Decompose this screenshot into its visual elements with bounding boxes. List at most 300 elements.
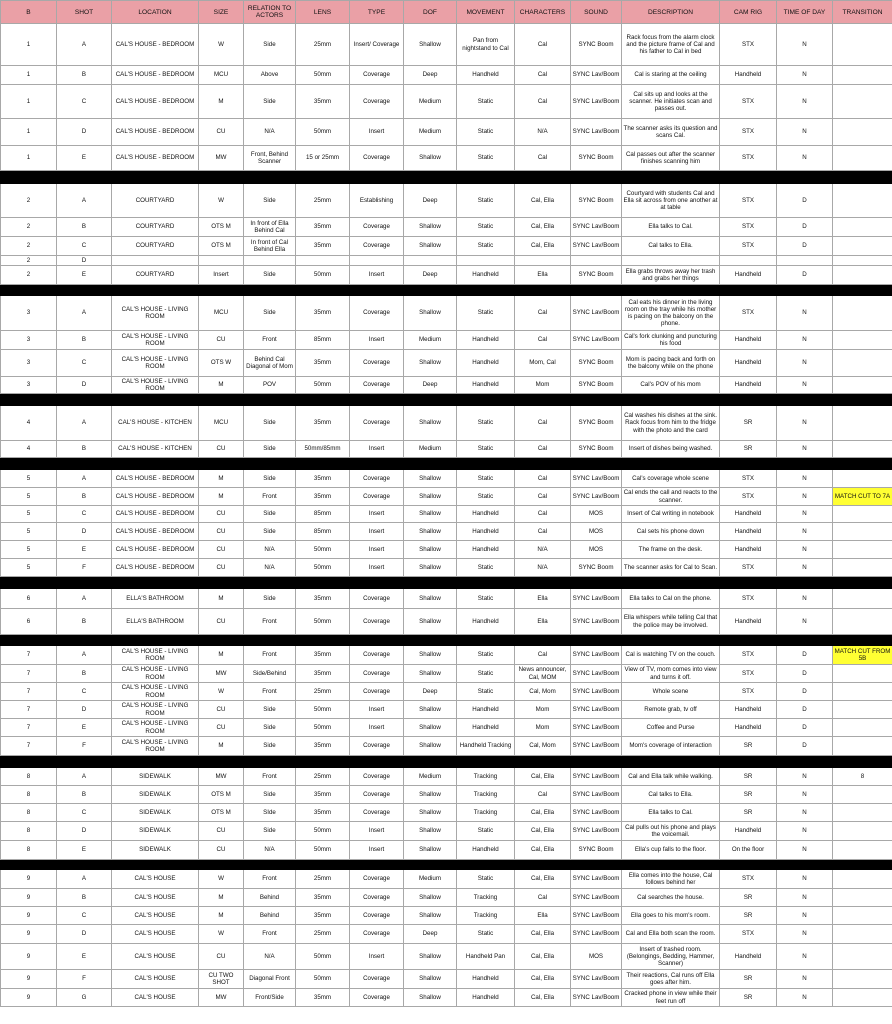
scene-cell[interactable]: 7 — [1, 719, 57, 737]
cam-rig-cell[interactable]: Handheld — [720, 266, 777, 285]
dof-cell[interactable]: Shallow — [404, 589, 457, 609]
transition-cell[interactable] — [833, 589, 892, 609]
type-cell[interactable]: Establishing — [350, 184, 404, 218]
description-cell[interactable]: Mom's coverage of interaction — [622, 737, 720, 756]
type-cell[interactable]: Insert — [350, 523, 404, 541]
scene-cell[interactable]: 5 — [1, 488, 57, 506]
sound-cell[interactable]: SYNC Boom — [571, 266, 622, 285]
location-cell[interactable]: CAL'S HOUSE — [112, 870, 199, 889]
lens-cell[interactable]: 25mm — [296, 768, 350, 786]
type-cell[interactable]: Coverage — [350, 85, 404, 119]
scene-cell[interactable]: 5 — [1, 559, 57, 577]
scene-cell[interactable]: 2 — [1, 266, 57, 285]
scene-cell[interactable]: 3 — [1, 331, 57, 350]
scene-cell[interactable]: 6 — [1, 609, 57, 635]
transition-cell[interactable] — [833, 822, 892, 841]
scene-cell[interactable]: 1 — [1, 85, 57, 119]
description-cell[interactable]: Insert of trashed room. (Belongings, Bedding, Hammer, Scanner) — [622, 944, 720, 970]
description-cell[interactable]: Rack focus from the alarm clock and the picture frame of Cal and his father to Cal in bed — [622, 24, 720, 66]
location-cell[interactable]: CAL'S HOUSE - LIVING ROOM — [112, 737, 199, 756]
cam-rig-cell[interactable]: SR — [720, 889, 777, 907]
dof-cell[interactable]: Shallow — [404, 506, 457, 523]
dof-cell[interactable]: Medium — [404, 870, 457, 889]
size-cell[interactable]: W — [199, 24, 244, 66]
shot-cell[interactable]: D — [57, 256, 112, 266]
characters-cell[interactable]: Cal, Ella — [515, 944, 571, 970]
type-cell[interactable]: Coverage — [350, 665, 404, 683]
lens-cell[interactable]: 35mm — [296, 218, 350, 237]
sound-cell[interactable]: SYNC Lav/Boom — [571, 925, 622, 944]
characters-cell[interactable]: Cal — [515, 470, 571, 488]
movement-cell[interactable]: Static — [457, 184, 515, 218]
lens-cell[interactable]: 50mm — [296, 841, 350, 860]
time-of-day-cell[interactable]: N — [777, 331, 833, 350]
scene-cell[interactable]: 4 — [1, 406, 57, 441]
size-cell[interactable]: M — [199, 737, 244, 756]
dof-cell[interactable]: Shallow — [404, 350, 457, 377]
characters-cell[interactable]: Ella — [515, 589, 571, 609]
location-cell[interactable]: SIDEWALK — [112, 822, 199, 841]
location-cell[interactable]: ELLA'S BATHROOM — [112, 609, 199, 635]
characters-cell[interactable]: Cal, Ella — [515, 925, 571, 944]
dof-cell[interactable]: Shallow — [404, 523, 457, 541]
movement-cell[interactable]: Handheld — [457, 523, 515, 541]
scene-cell[interactable]: 7 — [1, 683, 57, 701]
type-cell[interactable]: Coverage — [350, 488, 404, 506]
time-of-day-cell[interactable]: N — [777, 786, 833, 804]
movement-cell[interactable]: Static — [457, 441, 515, 458]
time-of-day-cell[interactable]: N — [777, 541, 833, 559]
transition-cell[interactable] — [833, 266, 892, 285]
time-of-day-cell[interactable]: N — [777, 523, 833, 541]
sound-cell[interactable]: SYNC Lav/Boom — [571, 218, 622, 237]
relation-cell[interactable]: Behind — [244, 889, 296, 907]
relation-cell[interactable]: In front of Ella Behind Cal — [244, 218, 296, 237]
transition-cell[interactable] — [833, 24, 892, 66]
transition-cell[interactable] — [833, 256, 892, 266]
movement-cell[interactable]: Pan from nightstand to Cal — [457, 24, 515, 66]
relation-cell[interactable]: Side — [244, 822, 296, 841]
time-of-day-cell[interactable]: N — [777, 768, 833, 786]
lens-cell[interactable]: 50mm — [296, 559, 350, 577]
sound-cell[interactable]: SYNC Lav/Boom — [571, 907, 622, 925]
sound-cell[interactable]: SYNC Lav/Boom — [571, 889, 622, 907]
transition-cell[interactable] — [833, 841, 892, 860]
dof-cell[interactable]: Shallow — [404, 146, 457, 171]
movement-cell[interactable]: Handheld — [457, 350, 515, 377]
relation-cell[interactable]: Side — [244, 470, 296, 488]
characters-cell[interactable]: Cal — [515, 646, 571, 665]
sound-cell[interactable]: SYNC Boom — [571, 841, 622, 860]
dof-cell[interactable]: Medium — [404, 331, 457, 350]
dof-cell[interactable]: Deep — [404, 925, 457, 944]
type-cell[interactable]: Insert — [350, 944, 404, 970]
relation-cell[interactable]: Side — [244, 184, 296, 218]
shot-cell[interactable]: B — [57, 786, 112, 804]
size-cell[interactable]: W — [199, 870, 244, 889]
time-of-day-cell[interactable]: N — [777, 66, 833, 85]
relation-cell[interactable]: N/A — [244, 119, 296, 146]
time-of-day-cell[interactable]: N — [777, 85, 833, 119]
description-cell[interactable]: Insert of Cal writing in notebook — [622, 506, 720, 523]
movement-cell[interactable]: Static — [457, 296, 515, 331]
time-of-day-cell[interactable]: N — [777, 970, 833, 989]
description-cell[interactable]: Cal searches the house. — [622, 889, 720, 907]
location-cell[interactable]: CAL'S HOUSE - BEDROOM — [112, 541, 199, 559]
characters-cell[interactable]: Cal, Ella — [515, 989, 571, 1007]
time-of-day-cell[interactable]: N — [777, 841, 833, 860]
sound-cell[interactable]: SYNC Lav/Boom — [571, 665, 622, 683]
transition-cell[interactable] — [833, 804, 892, 822]
transition-cell[interactable] — [833, 559, 892, 577]
shot-cell[interactable]: D — [57, 925, 112, 944]
description-cell[interactable]: The scanner asks its question and scans Cal. — [622, 119, 720, 146]
location-cell[interactable]: CAL'S HOUSE - LIVING ROOM — [112, 719, 199, 737]
cam-rig-cell[interactable]: Handheld — [720, 609, 777, 635]
dof-cell[interactable]: Deep — [404, 377, 457, 394]
shot-cell[interactable]: A — [57, 406, 112, 441]
lens-cell[interactable]: 50mm — [296, 66, 350, 85]
sound-cell[interactable] — [571, 256, 622, 266]
description-cell[interactable]: Cal is watching TV on the couch. — [622, 646, 720, 665]
shot-cell[interactable]: C — [57, 506, 112, 523]
shot-cell[interactable]: C — [57, 804, 112, 822]
transition-cell[interactable] — [833, 377, 892, 394]
cam-rig-cell[interactable]: SR — [720, 989, 777, 1007]
cam-rig-cell[interactable]: SR — [720, 768, 777, 786]
movement-cell[interactable]: Tracking — [457, 889, 515, 907]
relation-cell[interactable]: Side — [244, 589, 296, 609]
relation-cell[interactable]: Behind Cal Diagonal of Mom — [244, 350, 296, 377]
sound-cell[interactable]: SYNC Lav/Boom — [571, 719, 622, 737]
type-cell[interactable]: Insert — [350, 119, 404, 146]
column-header[interactable]: MOVEMENT — [457, 1, 515, 24]
lens-cell[interactable]: 35mm — [296, 296, 350, 331]
cam-rig-cell[interactable]: STX — [720, 665, 777, 683]
location-cell[interactable]: CAL'S HOUSE - BEDROOM — [112, 523, 199, 541]
scene-cell[interactable]: 5 — [1, 506, 57, 523]
type-cell[interactable]: Coverage — [350, 646, 404, 665]
time-of-day-cell[interactable]: N — [777, 609, 833, 635]
sound-cell[interactable]: SYNC Lav/Boom — [571, 786, 622, 804]
size-cell[interactable]: CU TWO SHOT — [199, 970, 244, 989]
shot-cell[interactable]: B — [57, 218, 112, 237]
time-of-day-cell[interactable]: N — [777, 488, 833, 506]
time-of-day-cell[interactable] — [777, 256, 833, 266]
location-cell[interactable] — [112, 256, 199, 266]
shot-cell[interactable]: C — [57, 907, 112, 925]
shot-cell[interactable]: B — [57, 331, 112, 350]
lens-cell[interactable]: 25mm — [296, 870, 350, 889]
column-header[interactable]: TIME OF DAY — [777, 1, 833, 24]
sound-cell[interactable]: MOS — [571, 944, 622, 970]
lens-cell[interactable]: 50mm/85mm — [296, 441, 350, 458]
scene-cell[interactable]: 2 — [1, 184, 57, 218]
lens-cell[interactable]: 35mm — [296, 350, 350, 377]
type-cell[interactable]: Insert — [350, 541, 404, 559]
cam-rig-cell[interactable]: Handheld — [720, 822, 777, 841]
movement-cell[interactable]: Handheld — [457, 506, 515, 523]
relation-cell[interactable]: Front — [244, 609, 296, 635]
movement-cell[interactable]: Handheld Tracking — [457, 737, 515, 756]
dof-cell[interactable]: Shallow — [404, 470, 457, 488]
type-cell[interactable]: Coverage — [350, 970, 404, 989]
size-cell[interactable]: M — [199, 646, 244, 665]
type-cell[interactable]: Coverage — [350, 470, 404, 488]
characters-cell[interactable]: Cal, Ella — [515, 841, 571, 860]
type-cell[interactable]: Coverage — [350, 218, 404, 237]
characters-cell[interactable]: Cal, Ella — [515, 184, 571, 218]
size-cell[interactable]: CU — [199, 506, 244, 523]
dof-cell[interactable]: Medium — [404, 441, 457, 458]
scene-cell[interactable]: 9 — [1, 870, 57, 889]
shot-cell[interactable]: F — [57, 970, 112, 989]
dof-cell[interactable]: Shallow — [404, 559, 457, 577]
shot-cell[interactable]: B — [57, 665, 112, 683]
characters-cell[interactable]: Cal, Ella — [515, 870, 571, 889]
scene-cell[interactable]: 8 — [1, 841, 57, 860]
transition-cell[interactable] — [833, 609, 892, 635]
characters-cell[interactable]: Cal, Ella — [515, 237, 571, 256]
dof-cell[interactable]: Shallow — [404, 406, 457, 441]
cam-rig-cell[interactable]: STX — [720, 646, 777, 665]
characters-cell[interactable]: N/A — [515, 119, 571, 146]
type-cell[interactable]: Insert — [350, 822, 404, 841]
movement-cell[interactable]: Handheld — [457, 266, 515, 285]
size-cell[interactable]: Insert — [199, 266, 244, 285]
lens-cell[interactable]: 50mm — [296, 701, 350, 719]
scene-cell[interactable]: 1 — [1, 66, 57, 85]
sound-cell[interactable]: SYNC Boom — [571, 146, 622, 171]
dof-cell[interactable]: Shallow — [404, 665, 457, 683]
transition-cell[interactable]: MATCH CUT FROM 5B — [833, 646, 892, 665]
shot-cell[interactable]: E — [57, 266, 112, 285]
transition-cell[interactable] — [833, 331, 892, 350]
description-cell[interactable]: Ella comes into the house, Cal follows behind her — [622, 870, 720, 889]
scene-cell[interactable]: 9 — [1, 925, 57, 944]
movement-cell[interactable]: Static — [457, 683, 515, 701]
location-cell[interactable]: SIDEWALK — [112, 786, 199, 804]
characters-cell[interactable]: Cal — [515, 406, 571, 441]
size-cell[interactable]: CU — [199, 441, 244, 458]
location-cell[interactable]: CAL'S HOUSE - KITCHEN — [112, 406, 199, 441]
column-header[interactable]: RELATION TO ACTORS — [244, 1, 296, 24]
relation-cell[interactable]: Front — [244, 488, 296, 506]
lens-cell[interactable]: 25mm — [296, 184, 350, 218]
cam-rig-cell[interactable]: On the floor — [720, 841, 777, 860]
characters-cell[interactable]: Ella — [515, 907, 571, 925]
dof-cell[interactable]: Shallow — [404, 24, 457, 66]
type-cell[interactable] — [350, 256, 404, 266]
description-cell[interactable]: Cal is staring at the ceiling — [622, 66, 720, 85]
shot-cell[interactable]: B — [57, 441, 112, 458]
scene-cell[interactable]: 9 — [1, 989, 57, 1007]
transition-cell[interactable] — [833, 218, 892, 237]
type-cell[interactable]: Insert — [350, 719, 404, 737]
characters-cell[interactable]: Ella — [515, 609, 571, 635]
size-cell[interactable]: CU — [199, 944, 244, 970]
time-of-day-cell[interactable]: D — [777, 237, 833, 256]
time-of-day-cell[interactable]: D — [777, 646, 833, 665]
column-header[interactable]: SHOT — [57, 1, 112, 24]
shot-cell[interactable]: A — [57, 646, 112, 665]
location-cell[interactable]: CAL'S HOUSE - LIVING ROOM — [112, 701, 199, 719]
characters-cell[interactable]: Mom — [515, 719, 571, 737]
size-cell[interactable]: M — [199, 470, 244, 488]
movement-cell[interactable]: Handheld — [457, 331, 515, 350]
column-header[interactable]: DOF — [404, 1, 457, 24]
type-cell[interactable]: Coverage — [350, 786, 404, 804]
time-of-day-cell[interactable]: N — [777, 506, 833, 523]
location-cell[interactable]: CAL'S HOUSE — [112, 889, 199, 907]
type-cell[interactable]: Insert — [350, 841, 404, 860]
shot-cell[interactable]: A — [57, 184, 112, 218]
sound-cell[interactable]: SYNC Lav/Boom — [571, 119, 622, 146]
size-cell[interactable]: M — [199, 85, 244, 119]
time-of-day-cell[interactable]: D — [777, 266, 833, 285]
dof-cell[interactable]: Shallow — [404, 841, 457, 860]
lens-cell[interactable]: 50mm — [296, 944, 350, 970]
time-of-day-cell[interactable]: N — [777, 559, 833, 577]
dof-cell[interactable]: Shallow — [404, 237, 457, 256]
lens-cell[interactable]: 25mm — [296, 925, 350, 944]
description-cell[interactable]: Cal pulls out his phone and plays the voicemail. — [622, 822, 720, 841]
characters-cell[interactable]: Cal, Mom — [515, 683, 571, 701]
movement-cell[interactable]: Static — [457, 85, 515, 119]
sound-cell[interactable]: SYNC Boom — [571, 24, 622, 66]
movement-cell[interactable]: Static — [457, 488, 515, 506]
type-cell[interactable]: Coverage — [350, 66, 404, 85]
relation-cell[interactable]: Front, Behind Scanner — [244, 146, 296, 171]
characters-cell[interactable] — [515, 256, 571, 266]
lens-cell[interactable]: 35mm — [296, 989, 350, 1007]
type-cell[interactable]: Coverage — [350, 989, 404, 1007]
time-of-day-cell[interactable]: N — [777, 804, 833, 822]
scene-cell[interactable]: 7 — [1, 665, 57, 683]
movement-cell[interactable]: Static — [457, 119, 515, 146]
shot-cell[interactable]: A — [57, 24, 112, 66]
relation-cell[interactable]: Side — [244, 523, 296, 541]
characters-cell[interactable]: Cal, Ella — [515, 804, 571, 822]
location-cell[interactable]: CAL'S HOUSE - BEDROOM — [112, 559, 199, 577]
relation-cell[interactable]: POV — [244, 377, 296, 394]
location-cell[interactable]: CAL'S HOUSE — [112, 925, 199, 944]
characters-cell[interactable]: N/A — [515, 541, 571, 559]
location-cell[interactable]: CAL'S HOUSE - LIVING ROOM — [112, 331, 199, 350]
time-of-day-cell[interactable]: D — [777, 665, 833, 683]
description-cell[interactable]: Ella talks to Cal. — [622, 218, 720, 237]
cam-rig-cell[interactable]: STX — [720, 488, 777, 506]
movement-cell[interactable]: Static — [457, 925, 515, 944]
description-cell[interactable]: Their reactions, Cal runs off Ella goes after him. — [622, 970, 720, 989]
description-cell[interactable]: Cal's fork clunking and puncturing his food — [622, 331, 720, 350]
shot-cell[interactable]: D — [57, 701, 112, 719]
size-cell[interactable]: OTS M — [199, 786, 244, 804]
shot-cell[interactable]: C — [57, 683, 112, 701]
dof-cell[interactable]: Shallow — [404, 218, 457, 237]
description-cell[interactable]: Cal talks to Ella. — [622, 786, 720, 804]
column-header[interactable]: TYPE — [350, 1, 404, 24]
sound-cell[interactable]: SYNC Lav/Boom — [571, 470, 622, 488]
movement-cell[interactable] — [457, 256, 515, 266]
cam-rig-cell[interactable]: STX — [720, 296, 777, 331]
location-cell[interactable]: SIDEWALK — [112, 804, 199, 822]
sound-cell[interactable]: SYNC Lav/Boom — [571, 237, 622, 256]
type-cell[interactable]: Coverage — [350, 907, 404, 925]
transition-cell[interactable] — [833, 184, 892, 218]
location-cell[interactable]: CAL'S HOUSE — [112, 944, 199, 970]
relation-cell[interactable]: Side — [244, 506, 296, 523]
relation-cell[interactable]: Behind — [244, 907, 296, 925]
dof-cell[interactable]: Shallow — [404, 970, 457, 989]
relation-cell[interactable]: Diagonal Front — [244, 970, 296, 989]
characters-cell[interactable]: Cal — [515, 488, 571, 506]
sound-cell[interactable]: SYNC Lav/Boom — [571, 85, 622, 119]
lens-cell[interactable]: 15 or 25mm — [296, 146, 350, 171]
movement-cell[interactable]: Tracking — [457, 804, 515, 822]
movement-cell[interactable]: Handheld — [457, 701, 515, 719]
transition-cell[interactable] — [833, 889, 892, 907]
scene-cell[interactable]: 2 — [1, 256, 57, 266]
size-cell[interactable]: MW — [199, 146, 244, 171]
characters-cell[interactable]: Cal, Ella — [515, 218, 571, 237]
location-cell[interactable]: CAL'S HOUSE — [112, 970, 199, 989]
shot-cell[interactable]: F — [57, 559, 112, 577]
size-cell[interactable]: MW — [199, 665, 244, 683]
dof-cell[interactable]: Shallow — [404, 786, 457, 804]
time-of-day-cell[interactable]: N — [777, 441, 833, 458]
dof-cell[interactable]: Shallow — [404, 804, 457, 822]
cam-rig-cell[interactable]: Handheld — [720, 523, 777, 541]
scene-cell[interactable]: 9 — [1, 889, 57, 907]
transition-cell[interactable] — [833, 146, 892, 171]
type-cell[interactable]: Coverage — [350, 925, 404, 944]
characters-cell[interactable]: Cal, Mom — [515, 737, 571, 756]
lens-cell[interactable]: 50mm — [296, 541, 350, 559]
movement-cell[interactable]: Static — [457, 146, 515, 171]
transition-cell[interactable] — [833, 541, 892, 559]
sound-cell[interactable]: SYNC Lav/Boom — [571, 768, 622, 786]
scene-cell[interactable]: 9 — [1, 944, 57, 970]
size-cell[interactable] — [199, 256, 244, 266]
type-cell[interactable]: Insert — [350, 559, 404, 577]
shot-cell[interactable]: D — [57, 377, 112, 394]
relation-cell[interactable]: In front of Cal Behind Ella — [244, 237, 296, 256]
description-cell[interactable]: Cal washes his dishes at the sink. Rack focus from him to the fridge with the photo and the card — [622, 406, 720, 441]
sound-cell[interactable]: SYNC Lav/Boom — [571, 970, 622, 989]
size-cell[interactable]: MCU — [199, 66, 244, 85]
lens-cell[interactable]: 35mm — [296, 737, 350, 756]
sound-cell[interactable]: SYNC Lav/Boom — [571, 646, 622, 665]
relation-cell[interactable]: Front — [244, 646, 296, 665]
dof-cell[interactable]: Shallow — [404, 737, 457, 756]
scene-cell[interactable]: 7 — [1, 701, 57, 719]
dof-cell[interactable]: Shallow — [404, 541, 457, 559]
characters-cell[interactable]: N/A — [515, 559, 571, 577]
shot-cell[interactable]: A — [57, 296, 112, 331]
lens-cell[interactable] — [296, 256, 350, 266]
description-cell[interactable]: Insert of dishes being washed. — [622, 441, 720, 458]
size-cell[interactable]: OTS W — [199, 350, 244, 377]
relation-cell[interactable]: Side — [244, 406, 296, 441]
time-of-day-cell[interactable]: N — [777, 925, 833, 944]
sound-cell[interactable]: SYNC Lav/Boom — [571, 331, 622, 350]
location-cell[interactable]: CAL'S HOUSE - BEDROOM — [112, 470, 199, 488]
type-cell[interactable]: Coverage — [350, 768, 404, 786]
dof-cell[interactable]: Medium — [404, 768, 457, 786]
time-of-day-cell[interactable]: N — [777, 870, 833, 889]
scene-cell[interactable]: 8 — [1, 822, 57, 841]
